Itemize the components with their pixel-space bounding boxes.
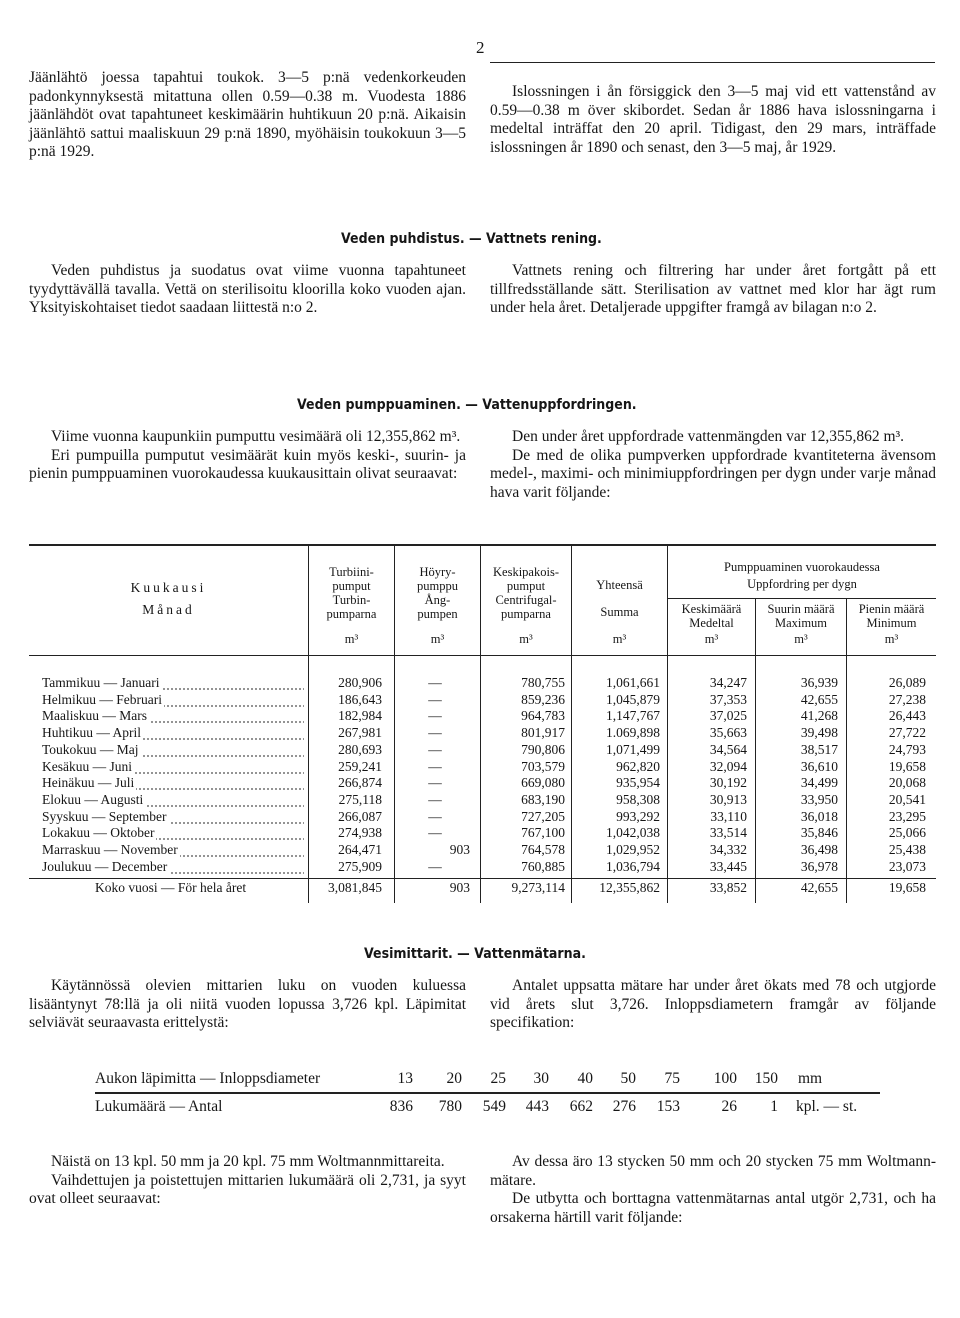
max-cell: 41,268 xyxy=(800,708,838,724)
total-cell: 1,029,952 xyxy=(606,842,660,857)
steam-cell: — xyxy=(428,825,442,841)
table-vline xyxy=(846,598,847,903)
pumping-paragraph-fi-1: Viime vuonna kaupunkiin pumputtu vesimäärä oli 12,355,862 m³. xyxy=(51,428,461,445)
steam-cell: 903 xyxy=(449,880,470,895)
top-rule xyxy=(490,62,935,63)
table-top-rule xyxy=(29,544,936,546)
header-centrifugal xyxy=(481,565,571,621)
month-cell xyxy=(42,825,304,842)
pumping-text-sv xyxy=(490,428,936,502)
page-number: 2 xyxy=(476,38,485,57)
steam-cell: — xyxy=(428,808,442,824)
table-total-rule xyxy=(29,878,936,879)
month-cell: Koko vuosi — För hela året xyxy=(95,880,247,895)
header-month-sv: Månad xyxy=(142,602,195,617)
total-cell: 1.069,898 xyxy=(606,725,660,741)
min-cell: 27,722 xyxy=(888,725,926,741)
avg-cell: 37,025 xyxy=(709,708,747,724)
turbine-cell: 3,081,845 xyxy=(328,880,382,895)
month-label: Marraskuu — November xyxy=(42,842,178,857)
max-cell: 39,498 xyxy=(800,725,838,741)
centrifugal-cell: 760,885 xyxy=(521,858,565,874)
steam-cell: — xyxy=(428,858,442,874)
count-value: 276 xyxy=(612,1098,636,1115)
avg-cell: 30,913 xyxy=(709,791,747,807)
header-min-sv: Minimum xyxy=(866,616,917,630)
month-cell xyxy=(42,759,304,776)
total-cell: 1,036,794 xyxy=(606,858,660,874)
header-month-fi: Kuukausi xyxy=(130,580,207,595)
turbine-cell: 280,693 xyxy=(338,741,382,757)
meters-text-fi-2 xyxy=(29,1153,466,1209)
month-cell xyxy=(42,708,304,725)
header-daily-group-sv: Uppfordring per dygn xyxy=(747,577,857,591)
total-cell: 1,147,767 xyxy=(606,708,660,724)
max-cell: 36,610 xyxy=(800,758,838,774)
count-value: 780 xyxy=(438,1098,462,1115)
meters-heading: Vesimittarit. — Vattenmätarna. xyxy=(364,946,586,962)
purification-paragraph-sv: Vattnets rening och filtrering har under året fortgått på ett tillfredsställande sätt. Sterilisation av vattnet med klor har ägt rum under hela året. Detaljerade uppgifter framgå av bilagan n:o 2. xyxy=(490,262,936,317)
header-total-sv: Summa xyxy=(600,605,639,619)
total-cell: 1,042,038 xyxy=(606,825,660,841)
turbine-cell: 182,984 xyxy=(338,708,382,724)
table-vline xyxy=(571,545,572,903)
count-value: 1 xyxy=(770,1098,778,1115)
month-cell xyxy=(42,675,304,692)
month-label: Syyskuu — September xyxy=(42,808,167,824)
month-label: Huhtikuu — April xyxy=(42,725,142,741)
unit-min: m³ xyxy=(884,632,899,646)
month-cell xyxy=(42,809,304,826)
max-cell: 36,939 xyxy=(800,675,838,690)
steam-cell: — xyxy=(428,791,442,807)
turbine-cell: 274,938 xyxy=(338,825,382,841)
month-cell xyxy=(42,742,304,759)
diameter-unit: mm xyxy=(798,1070,823,1087)
max-cell: 36,978 xyxy=(800,858,838,874)
header-avg-fi: Keskimäärä xyxy=(681,602,742,616)
avg-cell: 35,663 xyxy=(709,725,747,741)
avg-cell: 33,514 xyxy=(709,825,747,841)
total-cell: 993,292 xyxy=(616,808,660,824)
total-cell: 935,954 xyxy=(616,775,660,791)
daily-group-rule xyxy=(667,598,936,599)
max-cell: 42,655 xyxy=(800,691,838,707)
diameter-value: 30 xyxy=(533,1070,549,1087)
purification-heading: Veden puhdistus. — Vattnets rening. xyxy=(341,231,602,247)
header-centrifugal-4: pumparna xyxy=(501,607,551,621)
total-cell: 1,045,879 xyxy=(606,691,660,707)
pumping-text-fi xyxy=(29,428,466,484)
max-cell: 35,846 xyxy=(800,825,838,841)
diameter-label: Aukon läpimitta — Inloppsdiameter xyxy=(95,1070,321,1087)
min-cell: 19,658 xyxy=(888,758,926,774)
avg-cell: 32,094 xyxy=(709,758,747,774)
meters-paragraph-fi-4: Vaihdettujen ja poistettujen mittarien lukumäärä oli 2,731, ja syyt ovat olleet seuraavat: xyxy=(29,1171,466,1208)
max-cell: 42,655 xyxy=(800,880,838,895)
month-label: Elokuu — Augusti xyxy=(42,791,144,807)
count-label: Lukumäärä — Antal xyxy=(95,1098,223,1115)
centrifugal-cell: 964,783 xyxy=(521,708,565,724)
min-cell: 19,658 xyxy=(888,880,926,895)
unit-max: m³ xyxy=(794,632,808,646)
ice-paragraph-sv: Islossningen i ån försiggick den 3—5 maj vid ett vattenstånd av 0.59—0.38 m över skibordet. Sedan år 1886 hava islossningarna i medeltal inträffat den 20 april. Tidigast, den 29 mars, inträffade islossningen år 1890 och senast, den 3—5 maj, år 1929. xyxy=(490,83,936,156)
meters-paragraph-sv-4: De utbytta och borttagna vattenmätarnas antal utgör 2,731, och ha orsakerna härtill varit följande: xyxy=(490,1190,936,1226)
pumping-paragraph-sv-1: Den under året uppfordrade vattenmängden var 12,355,862 m³. xyxy=(512,428,905,445)
min-cell: 25,438 xyxy=(888,842,926,857)
header-steam-4: pumpen xyxy=(417,607,458,621)
avg-cell: 34,247 xyxy=(709,675,747,690)
header-steam xyxy=(395,565,480,621)
turbine-cell: 266,874 xyxy=(338,775,382,791)
diameter-value: 150 xyxy=(754,1070,778,1087)
ice-text-sv xyxy=(490,83,936,157)
header-turbine-4: pumparna xyxy=(326,607,377,621)
header-month xyxy=(29,577,308,621)
centrifugal-cell: 9,273,114 xyxy=(511,880,565,895)
centrifugal-cell: 859,236 xyxy=(521,691,565,707)
unit-avg: m³ xyxy=(704,632,719,646)
month-cell xyxy=(42,842,304,859)
turbine-cell: 275,909 xyxy=(338,858,382,874)
diameter-value: 20 xyxy=(446,1070,462,1087)
meters-text-sv xyxy=(490,977,936,1033)
purification-text-sv xyxy=(490,262,936,318)
turbine-cell: 266,087 xyxy=(338,808,382,824)
steam-cell: — xyxy=(428,691,442,707)
max-cell: 34,499 xyxy=(800,775,838,791)
header-turbine-2: pumput xyxy=(332,579,371,593)
header-min xyxy=(847,602,936,630)
diameter-value: 40 xyxy=(577,1070,593,1087)
header-max-sv: Maximum xyxy=(774,616,828,630)
month-cell xyxy=(42,775,304,792)
header-steam-2: pumppu xyxy=(417,579,458,593)
meters-paragraph-sv-3: Av dessa äro 13 stycken 50 mm och 20 stycken 75 mm Woltmann-mätare. xyxy=(490,1153,936,1189)
count-value: 836 xyxy=(389,1098,413,1115)
meters-paragraph-fi-3: Näistä on 13 kpl. 50 mm ja 20 kpl. 75 mm Woltmannmittareita. xyxy=(51,1153,445,1170)
steam-cell: — xyxy=(428,758,442,774)
diameter-value: 13 xyxy=(397,1070,413,1087)
total-cell: 1,061,661 xyxy=(606,675,660,690)
header-centrifugal-3: Centrifugal- xyxy=(495,593,557,607)
pumping-paragraph-fi-2: Eri pumpuilla pumputut vesimäärät kuin myös keski-, suurin- ja pienin pumppuaminen vuorokaudessa kuukausittain olivat seuraavat: xyxy=(29,446,466,483)
month-cell xyxy=(42,725,304,742)
centrifugal-cell: 767,100 xyxy=(521,825,565,841)
header-avg-sv: Medeltal xyxy=(689,616,734,630)
ice-text-fi xyxy=(29,69,466,162)
turbine-cell: 186,643 xyxy=(338,691,382,707)
count-value: 662 xyxy=(569,1098,593,1115)
header-centrifugal-1: Keskipakois- xyxy=(493,565,559,579)
table-header-rule xyxy=(29,655,936,656)
pumping-heading: Veden pumppuaminen. — Vattenuppfordringen. xyxy=(297,397,637,413)
table-vline xyxy=(308,545,309,903)
spec-rule xyxy=(95,1092,880,1094)
min-cell: 26,089 xyxy=(888,675,926,690)
unit-total: m³ xyxy=(612,632,627,646)
table-vline xyxy=(394,545,395,903)
avg-cell: 30,192 xyxy=(709,775,747,791)
month-label: Kesäkuu — Juni xyxy=(42,758,132,774)
avg-cell: 37,353 xyxy=(709,691,747,707)
month-label: Helmikuu — Februari xyxy=(42,691,162,707)
unit-turbine: m³ xyxy=(344,632,359,646)
steam-cell: — xyxy=(428,775,442,791)
meters-text-fi xyxy=(29,977,466,1033)
count-value: 443 xyxy=(525,1098,549,1115)
header-min-fi: Pienin määrä xyxy=(858,602,925,616)
header-max-fi: Suurin määrä xyxy=(767,602,835,616)
month-label: Lokakuu — Oktober xyxy=(42,825,155,841)
min-cell: 20,541 xyxy=(888,791,926,807)
ice-paragraph-fi: Jäänlähtö joessa tapahtui toukok. 3—5 p:nä vedenkorkeuden padonkynnyksestä mitattuna ollen 0.59—0.38 m. Vuodesta 1886 jäänlähdöt ovat tapahtuneet keskimäärin huhtikuun 20 p:nä. Aikaisin jäänlähtö sattui maaliskuun 29 p:nä 1890, myöhäisin toukokuun 3—5 p:nä 1929. xyxy=(29,69,466,161)
avg-cell: 33,110 xyxy=(710,808,747,824)
unit-centrifugal: m³ xyxy=(519,632,533,646)
avg-cell: 33,445 xyxy=(709,858,747,874)
count-value: 153 xyxy=(656,1098,680,1115)
meters-text-sv-2 xyxy=(490,1153,936,1227)
max-cell: 38,517 xyxy=(800,741,838,757)
month-label: Tammikuu — Januari xyxy=(42,675,160,690)
diameter-value: 50 xyxy=(620,1070,636,1087)
diameter-value: 75 xyxy=(664,1070,680,1087)
header-total xyxy=(572,572,667,626)
table-vline xyxy=(480,545,481,903)
header-steam-3: Ång- xyxy=(424,593,451,607)
month-cell xyxy=(42,692,304,709)
header-steam-1: Höyry- xyxy=(419,565,456,579)
avg-cell: 34,564 xyxy=(709,741,747,757)
table-vline xyxy=(667,545,668,903)
centrifugal-cell: 703,579 xyxy=(521,758,565,774)
header-daily-group xyxy=(668,559,936,593)
total-cell: 12,355,862 xyxy=(599,880,660,895)
steam-cell: — xyxy=(428,741,442,757)
turbine-cell: 259,241 xyxy=(338,758,382,774)
centrifugal-cell: 727,205 xyxy=(521,808,565,824)
steam-cell: — xyxy=(428,675,442,690)
purification-text-fi xyxy=(29,262,466,318)
centrifugal-cell: 683,190 xyxy=(521,791,565,807)
month-cell xyxy=(42,859,304,876)
header-max xyxy=(756,602,846,630)
turbine-cell: 264,471 xyxy=(338,842,382,857)
diameter-value: 25 xyxy=(490,1070,506,1087)
pumping-paragraph-sv-2: De med de olika pumpverken uppfordrade kvantiteterna ävensom medel-, maximi- och minimiuppfordringen per dygn under varje månad hava varit följande: xyxy=(490,446,936,501)
meters-paragraph-sv: Antalet uppsatta mätare har under året ökats med 78 och utgjorde vid årets slut 3,726. Inloppsdiametern framgår av följande specifikation: xyxy=(490,977,936,1032)
turbine-cell: 267,981 xyxy=(338,725,382,741)
header-centrifugal-2: pumput xyxy=(506,579,546,593)
month-label: Heinäkuu — Juli xyxy=(42,775,135,791)
turbine-cell: 280,906 xyxy=(338,675,382,690)
meters-paragraph-fi: Käytännössä olevien mittarien luku on vuoden kuluessa lisääntynyt 78:llä ja oli niitä vuoden lopussa 3,726 kpl. Läpimitat selviävät seuraavasta erittelystä: xyxy=(29,977,466,1032)
header-turbine-1: Turbiini- xyxy=(329,565,374,579)
header-turbine xyxy=(309,565,394,621)
min-cell: 23,073 xyxy=(888,858,926,874)
steam-cell: 903 xyxy=(449,842,470,857)
steam-cell: — xyxy=(428,708,442,724)
purification-paragraph-fi: Veden puhdistus ja suodatus ovat viime vuonna tapahtuneet tyydyttävällä tavalla. Vettä on sterilisoitu kloorilla koko vuoden ajan. Yksityiskohtaiset tiedot saadaan liittestä n:o 2. xyxy=(29,262,466,317)
min-cell: 20,068 xyxy=(888,775,926,791)
max-cell: 33,950 xyxy=(800,791,838,807)
avg-cell: 33,852 xyxy=(709,880,747,895)
total-cell: 962,820 xyxy=(616,758,660,774)
min-cell: 23,295 xyxy=(888,808,926,824)
min-cell: 27,238 xyxy=(888,691,926,707)
max-cell: 36,018 xyxy=(800,808,838,824)
count-unit: kpl. — st. xyxy=(796,1098,858,1115)
count-value: 26 xyxy=(721,1098,737,1115)
month-label: Maaliskuu — Mars xyxy=(42,708,147,724)
month-cell xyxy=(42,792,304,809)
turbine-cell: 275,118 xyxy=(338,791,382,807)
table-vline xyxy=(755,598,756,903)
centrifugal-cell: 669,080 xyxy=(521,775,565,791)
total-cell: 958,308 xyxy=(616,791,660,807)
min-cell: 25,066 xyxy=(888,825,926,841)
count-value: 549 xyxy=(482,1098,506,1115)
total-cell: 1,071,499 xyxy=(606,741,660,757)
header-total-fi: Yhteensä xyxy=(596,578,643,592)
max-cell: 36,498 xyxy=(800,842,838,857)
steam-cell: — xyxy=(428,725,442,741)
diameter-value: 100 xyxy=(713,1070,737,1087)
min-cell: 26,443 xyxy=(888,708,926,724)
header-turbine-3: Turbin- xyxy=(332,593,371,607)
month-label: Toukokuu — Maj xyxy=(42,741,139,757)
centrifugal-cell: 790,806 xyxy=(521,741,565,757)
centrifugal-cell: 764,578 xyxy=(521,842,565,857)
month-label: Joulukuu — December xyxy=(42,858,168,874)
centrifugal-cell: 780,755 xyxy=(521,675,565,690)
unit-steam: m³ xyxy=(430,632,445,646)
centrifugal-cell: 801,917 xyxy=(521,725,565,741)
min-cell: 24,793 xyxy=(888,741,926,757)
header-avg xyxy=(668,602,755,630)
avg-cell: 34,332 xyxy=(709,842,747,857)
header-daily-group-fi: Pumppuaminen vuorokaudessa xyxy=(724,560,880,574)
